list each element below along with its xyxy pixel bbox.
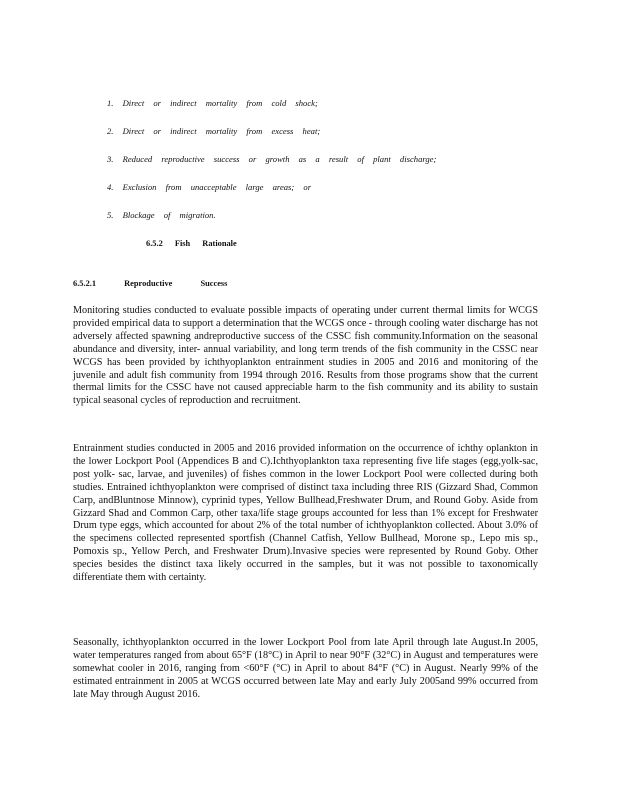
list-item: 4. Exclusion from unacceptable large areas; or bbox=[107, 182, 312, 192]
paragraph-entrainment: Entrainment studies conducted in 2005 and 2016 provided information on the occurrence of ichthy oplankton in the lower Lockport Pool (Appendices B and C).Ichthyoplankton taxa representing five life stages (egg,yolk-sac, post yolk- sac, larvae, and juveniles) of fishes common in the lower Lockport Pool were collected during both studies. Entrained ichthyoplankton were comprised of distinct taxa including three RIS (Gizzard Shad, Common Carp, andBluntnose Minnow), cyprinid types, Yellow Bullhead,Freshwater Drum, and Round Goby. Aside from Gizzard Shad and Common Carp, other taxa/life stage groups accounted for less than 1% except for Freshwater Drum type eggs, which accounted for about 2% of the total number of ichthyoplankton collected. About 3.0% of the specimens collected represented sportfish (Channel Catfish, Yellow Bullhead, Morone sp., Lepo mis sp., Pomoxis sp., Yellow Perch, and Freshwater Drum).Invasive species were represented by Round Goby. Other species besides the distinct taxa likely occurred in the samples, but it was not possible to taxonomically differentiate them with certainty. bbox=[73, 443, 538, 584]
impact-list bbox=[107, 97, 436, 237]
paragraph-seasonality: Seasonally, ichthyoplankton occurred in the lower Lockport Pool from late April through late August.In 2005, water temperatures ranged from about 65°F (18°C) in April to near 90°F (32°C) in August and temperatures were somewhat cooler in 2016, ranging from <60°F (°C) in April to about 84°F (°C) in August. Nearly 99% of the estimated entrainment in 2005 at WCGS occurred between late May and early July 2005and 99% occurred from late May through August 2016. bbox=[73, 637, 538, 700]
list-item: 3. Reduced reproductive success or growth as a result of plant discharge; bbox=[107, 154, 437, 164]
list-item: 5. Blockage of migration. bbox=[107, 210, 216, 220]
subsection-heading: 6.5.2 Fish Rationale bbox=[146, 239, 237, 248]
list-item: 2. Direct or indirect mortality from excess heat; bbox=[107, 126, 321, 136]
paragraph-monitoring: Monitoring studies conducted to evaluate possible impacts of operating under current thermal limits for WCGS provided empirical data to support a determination that the WCGS once - through cooling water discharge has not adversely affected spawning andreproductive success of the CSSC fish community.Information on the seasonal abundance and diversity, inter- annual variability, and long term trends of the fish community in the CSSC near WCGS has been provided by ichthyoplankton entrainment studies in 2005 and 2016 and monitoring of the juvenile and adult fish community from 1994 through 2016. Results from those programs show that the current thermal limits for the CSSC have not caused appreciable harm to the fish community and its ability to sustain typical seasonal cycles of reproduction and recruitment. bbox=[73, 305, 538, 407]
list-item: 1. Direct or indirect mortality from cold shock; bbox=[107, 98, 318, 108]
section-heading: 6.5.2.1 Reproductive Success bbox=[73, 279, 228, 288]
